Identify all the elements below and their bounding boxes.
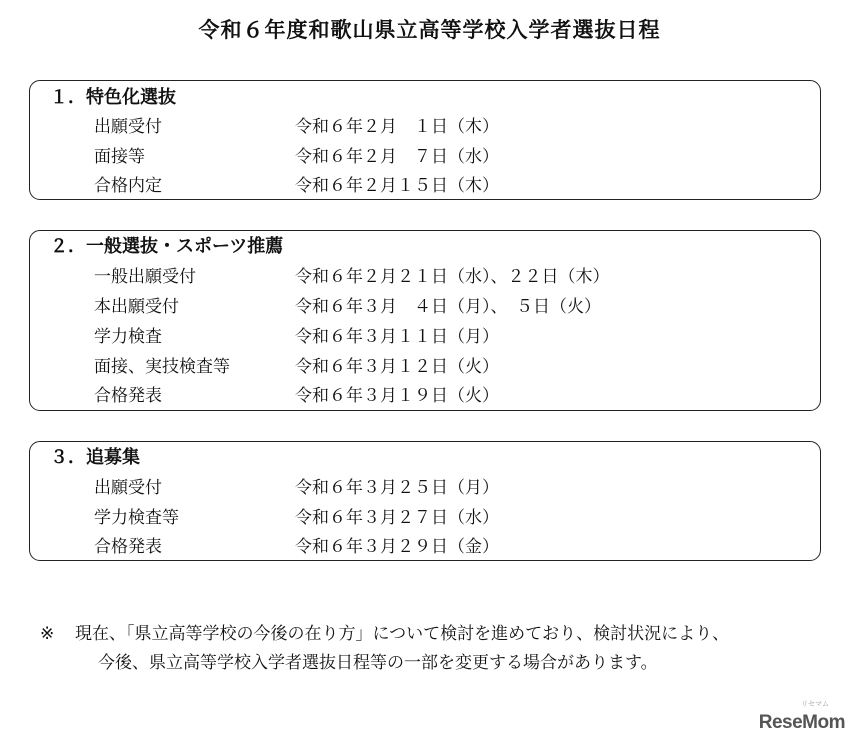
schedule-label: 面接等	[94, 147, 145, 167]
section-heading: ２．一般選抜・スポーツ推薦	[50, 236, 284, 257]
schedule-row	[30, 292, 601, 322]
schedule-date: 令和６年２月 １日（木）	[295, 117, 499, 137]
schedule-label: 合格内定	[94, 176, 162, 196]
schedule-row	[30, 532, 499, 562]
schedule-row	[30, 322, 499, 352]
logo-subtext: リセマム	[801, 700, 829, 708]
schedule-label: 学力検査	[94, 327, 162, 347]
schedule-row	[30, 381, 499, 411]
schedule-date: 令和６年３月１１日（月）	[295, 327, 499, 347]
schedule-date: 令和６年２月１５日（木）	[295, 176, 499, 196]
schedule-label: 学力検査等	[94, 508, 179, 528]
schedule-label: 出願受付	[94, 478, 162, 498]
schedule-row	[30, 112, 499, 142]
schedule-date: 令和６年３月２７日（水）	[295, 508, 499, 528]
schedule-label: 合格発表	[94, 537, 162, 557]
section-tsuibosyu	[29, 441, 821, 561]
schedule-date: 令和６年３月 ４日（月）、 ５日（火）	[295, 297, 601, 317]
schedule-row	[30, 473, 499, 503]
section-heading: ３．追募集	[50, 447, 140, 468]
schedule-row	[30, 142, 499, 172]
resemom-logo: ReseMom	[758, 712, 845, 733]
note-line-1: 現在、「県立高等学校の今後の在り方」について検討を進めており、検討状況により、	[75, 624, 730, 644]
schedule-date: 令和６年３月２９日（金）	[295, 537, 499, 557]
schedule-label: 出願受付	[94, 117, 162, 137]
schedule-label: 合格発表	[94, 386, 162, 406]
schedule-row	[30, 262, 610, 292]
schedule-label: 一般出願受付	[94, 267, 196, 287]
section-tokushokuka	[29, 80, 821, 200]
note-line-2: 今後、県立高等学校入学者選抜日程等の一部を変更する場合があります。	[98, 653, 658, 673]
section-heading: １．特色化選抜	[50, 87, 176, 108]
page-title: 令和６年度和歌山県立高等学校入学者選抜日程	[198, 18, 661, 42]
schedule-row	[30, 503, 499, 533]
schedule-date: 令和６年３月１９日（火）	[295, 386, 499, 406]
schedule-date: 令和６年２月 ７日（水）	[295, 147, 499, 167]
section-ippan-senbatsu	[29, 230, 821, 411]
schedule-label: 本出願受付	[94, 297, 179, 317]
schedule-date: 令和６年３月１２日（火）	[295, 357, 499, 377]
schedule-date: 令和６年３月２５日（月）	[295, 478, 499, 498]
schedule-row	[30, 352, 499, 382]
schedule-date: 令和６年２月２１日（水）、２２日（木）	[295, 267, 610, 287]
schedule-label: 面接、実技検査等	[94, 357, 230, 377]
note-mark: ※	[40, 624, 55, 644]
schedule-row	[30, 171, 499, 201]
